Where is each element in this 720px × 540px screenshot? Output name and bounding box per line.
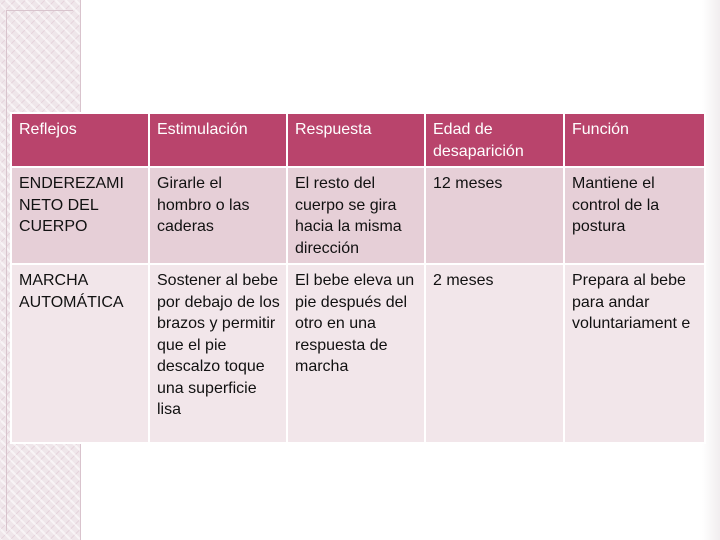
header-funcion: Función xyxy=(564,113,705,167)
table-header-row xyxy=(11,113,705,167)
header-estimulacion: Estimulación xyxy=(149,113,287,167)
table-row xyxy=(11,264,705,443)
cell-edad: 12 meses xyxy=(425,167,564,264)
cell-funcion: Prepara al bebe para andar voluntariament e xyxy=(564,264,705,443)
cell-estimulacion: Sostener al bebe por debajo de los brazos y permitir que el pie descalzo toque una superficie lisa xyxy=(149,264,287,443)
table-row xyxy=(11,167,705,264)
cell-edad: 2 meses xyxy=(425,264,564,443)
cell-reflejo: MARCHA AUTOMÁTICA xyxy=(11,264,149,443)
header-edad-desaparicion: Edad de desaparición xyxy=(425,113,564,167)
header-respuesta: Respuesta xyxy=(287,113,425,167)
cell-funcion: Mantiene el control de la postura xyxy=(564,167,705,264)
reflexes-table xyxy=(10,112,706,444)
cell-respuesta: El resto del cuerpo se gira hacia la misma dirección xyxy=(287,167,425,264)
cell-estimulacion: Girarle el hombro o las caderas xyxy=(149,167,287,264)
cell-respuesta: El bebe eleva un pie después del otro en una respuesta de marcha xyxy=(287,264,425,443)
cell-reflejo: ENDEREZAMI NETO DEL CUERPO xyxy=(11,167,149,264)
header-reflejos: Reflejos xyxy=(11,113,149,167)
